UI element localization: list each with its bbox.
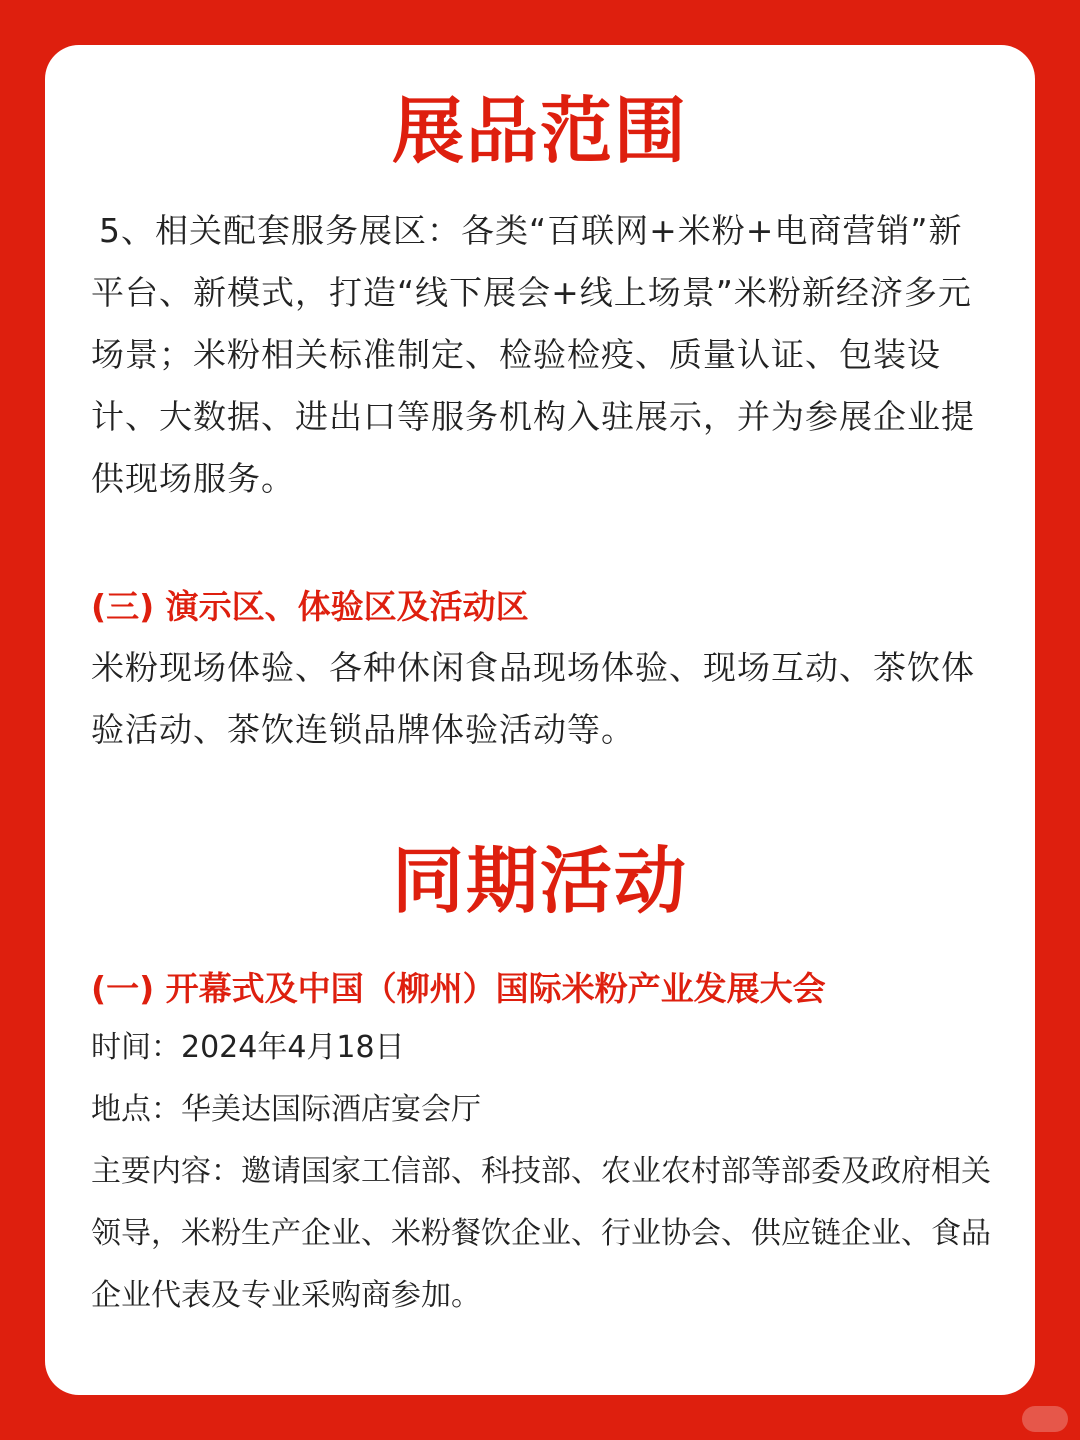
demo-area-paragraph: 米粉现场体验、各种休闲食品现场体验、现场互动、茶饮体验活动、茶饮连锁品牌体验活动等。: [91, 648, 975, 749]
subsection-heading-opening-ceremony: (一) 开幕式及中国（柳州）国际米粉产业发展大会: [91, 969, 826, 1008]
event-time: 时间：2024年4月18日: [91, 1030, 405, 1065]
section-title-concurrent-events: 同期活动: [391, 839, 688, 923]
section-title-exhibit-scope: 展品范围: [391, 89, 688, 173]
exhibit-scope-paragraph: 5、相关配套服务展区：各类“百联网+米粉+电商营销”新平台、新模式，打造“线下展会+线上场景”米粉新经济多元场景；米粉相关标准制定、检验检疫、质量认证、包装设计、大数据、进出口等服务机构入驻展示，并为参展企业提供现场服务。: [91, 211, 975, 498]
subsection-heading-demo-area: (三) 演示区、体验区及活动区: [91, 587, 529, 626]
event-content: 主要内容：邀请国家工信部、科技部、农业农村部等部委及政府相关领导，米粉生产企业、米粉餐饮企业、行业协会、供应链企业、食品企业代表及专业采购商参加。: [91, 1154, 991, 1313]
event-place: 地点：华美达国际酒店宴会厅: [91, 1092, 481, 1127]
watermark-badge: [1022, 1406, 1068, 1432]
content-card: [45, 45, 1035, 1395]
